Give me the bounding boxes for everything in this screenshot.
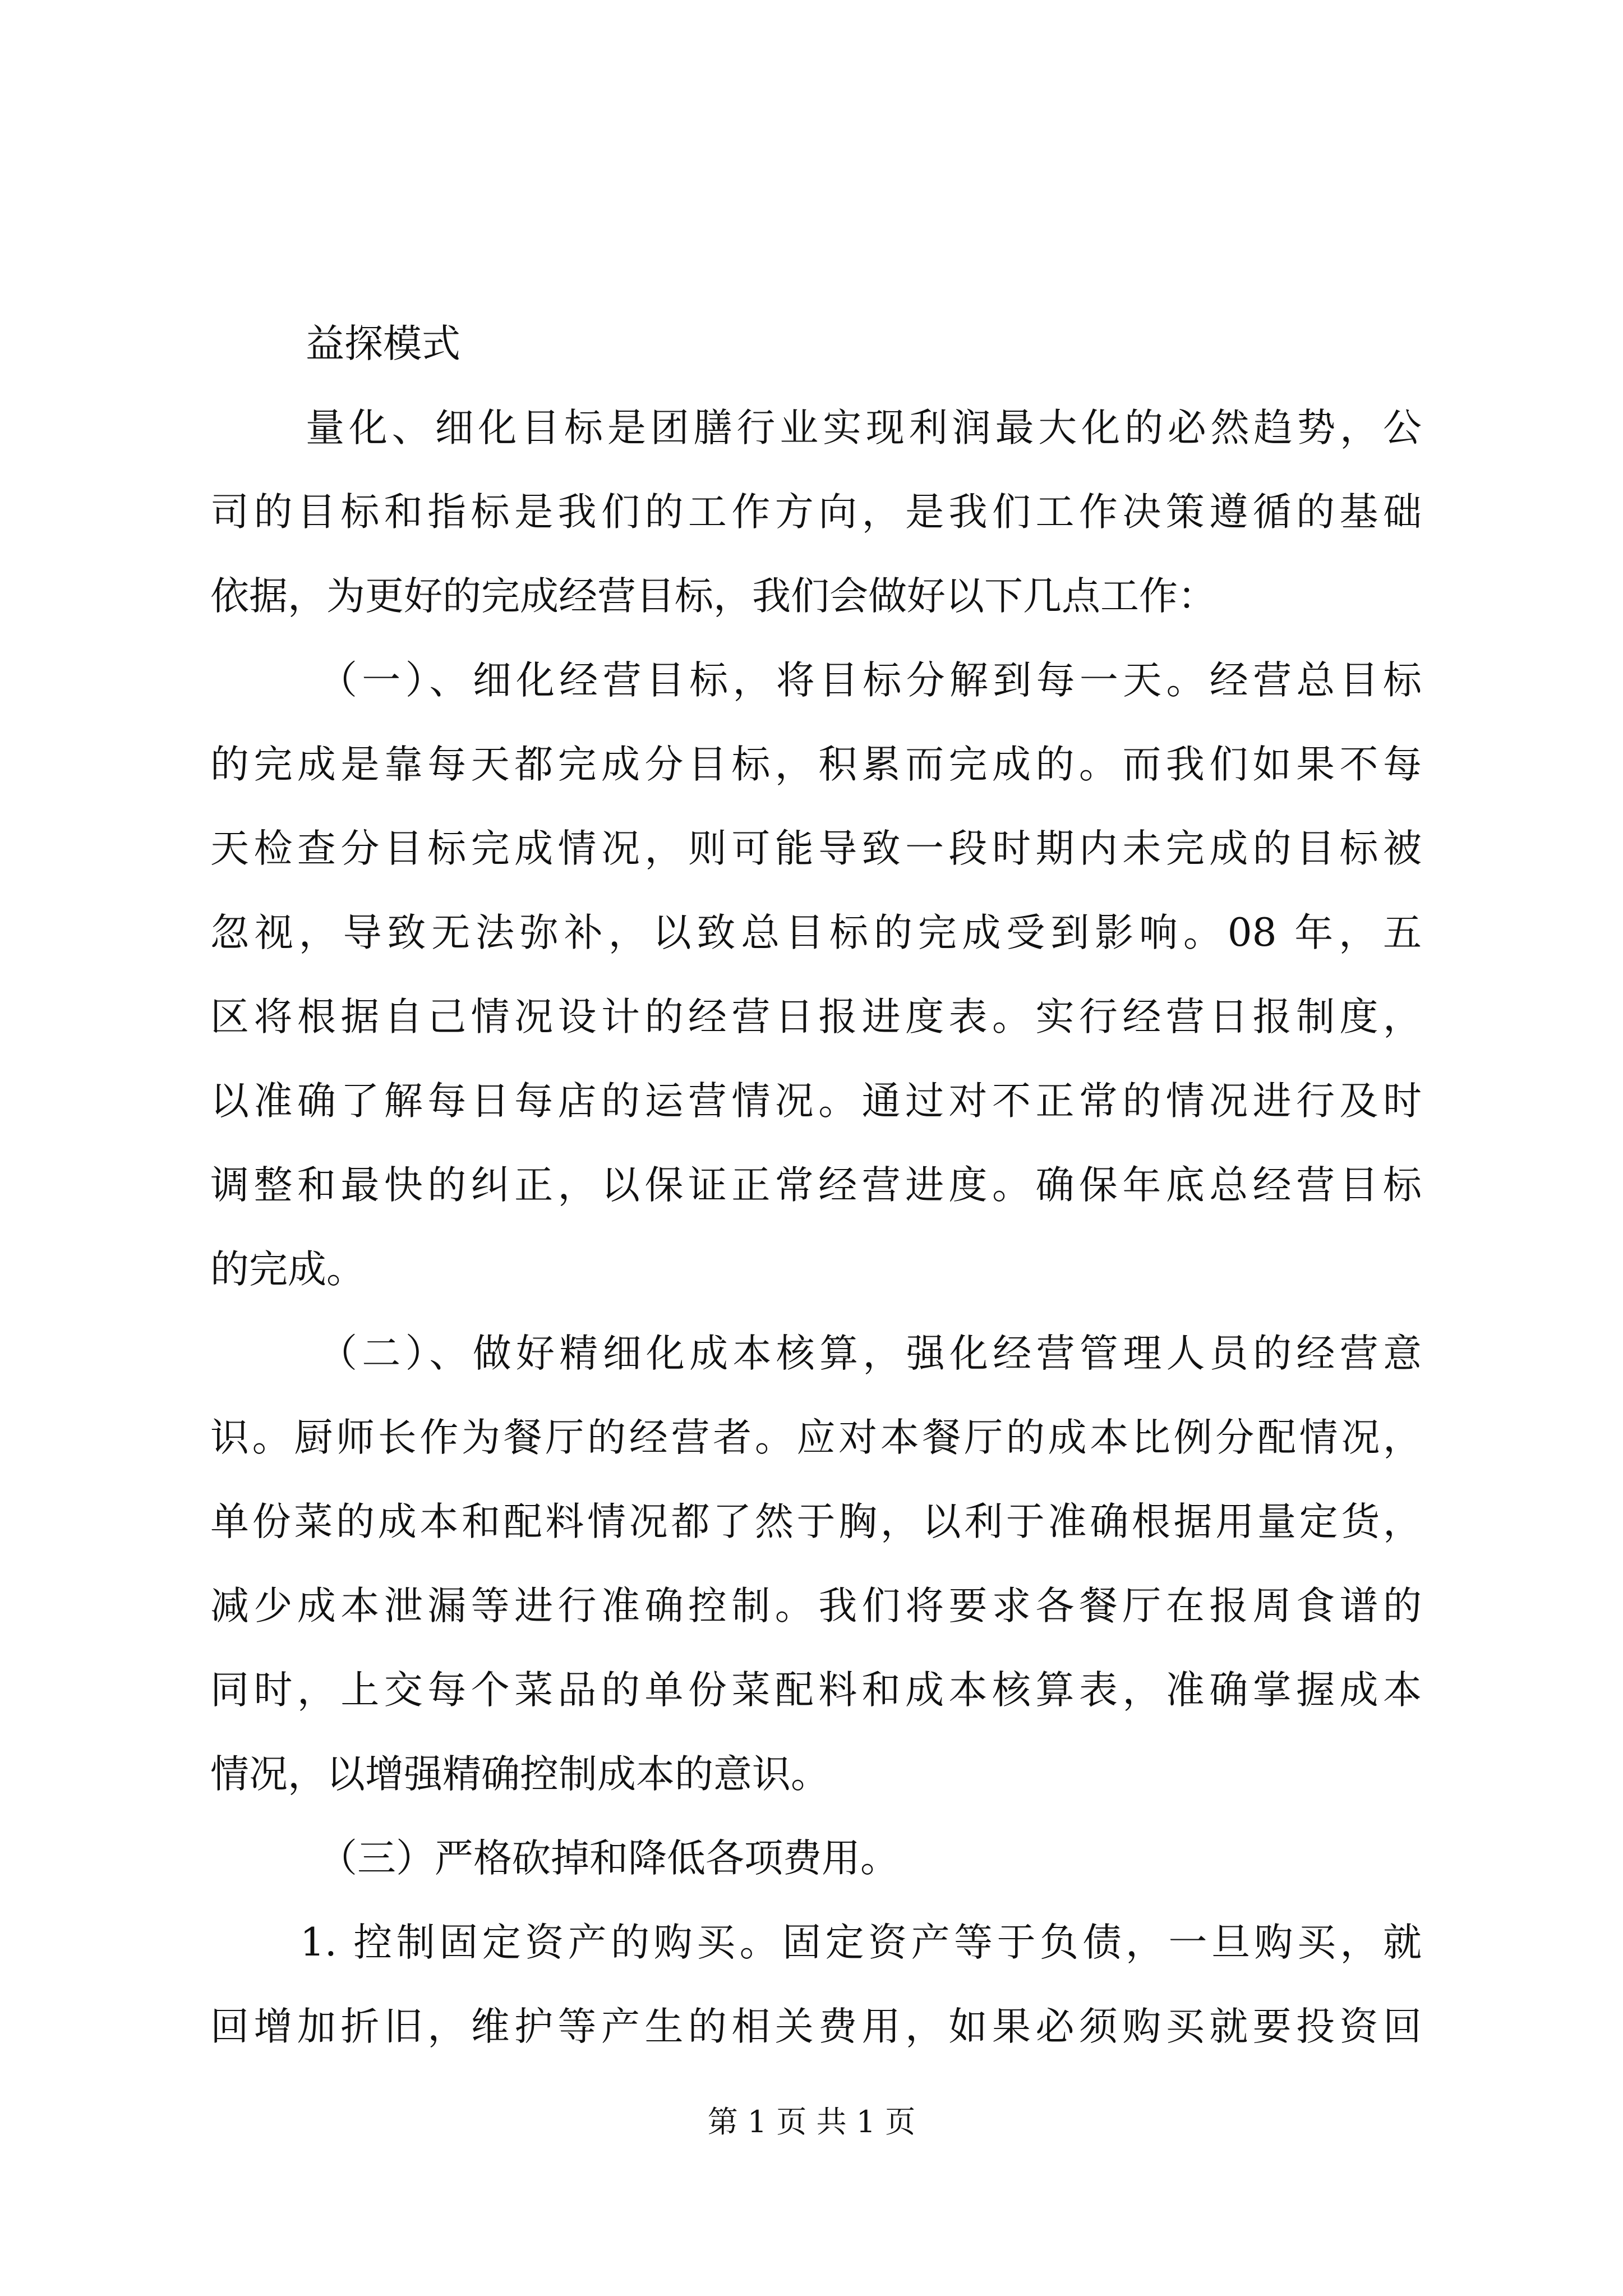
paragraph-2-line-4: 忽视，导致无法弥补，以致总目标的完成受到影响。08 年，五 <box>210 910 1422 955</box>
paragraph-2-line-8: 的完成。 <box>210 1247 365 1292</box>
paragraph-3-line-6: 情况，以增强精确控制成本的意识。 <box>210 1752 829 1797</box>
paragraph-4-line-1: （三）严格砍掉和降低各项费用。 <box>319 1836 899 1881</box>
paragraph-2-line-6: 以准确了解每日每店的运营情况。通过对不正常的情况进行及时 <box>210 1079 1422 1124</box>
paragraph-3-line-1: （二）、做好精细化成本核算，强化经营管理人员的经营意 <box>319 1331 1422 1376</box>
paragraph-5-line-1: 1. 控制固定资产的购买。固定资产等于负债，一旦购买，就 <box>300 1920 1422 1965</box>
paragraph-2-line-7: 调整和最快的纠正，以保证正常经营进度。确保年底总经营目标 <box>210 1163 1422 1208</box>
paragraph-2-line-2: 的完成是靠每天都完成分目标，积累而完成的。而我们如果不每 <box>210 742 1422 787</box>
paragraph-1-line-3: 依据，为更好的完成经营目标，我们会做好以下几点工作： <box>210 574 1216 619</box>
paragraph-3-line-3: 单份菜的成本和配料情况都了然于胸，以利于准确根据用量定货， <box>210 1499 1422 1544</box>
paragraph-5-line-2: 回增加折旧，维护等产生的相关费用，如果必须购买就要投资回 <box>210 2004 1422 2049</box>
paragraph-1-line-2: 司的目标和指标是我们的工作方向，是我们工作决策遵循的基础 <box>210 490 1422 535</box>
paragraph-1-line-1: 量化、细化目标是团膳行业实现利润最大化的必然趋势，公 <box>306 406 1422 450</box>
paragraph-2-line-1: （一）、细化经营目标，将目标分解到每一天。经营总目标 <box>319 658 1422 703</box>
document-body <box>210 302 1422 2069</box>
paragraph-3-line-5: 同时，上交每个菜品的单份菜配料和成本核算表，准确掌握成本 <box>210 1668 1422 1713</box>
page-footer: 第 1 页 共 1 页 <box>707 2104 916 2139</box>
section-heading: 益探模式 <box>306 321 460 366</box>
paragraph-2-line-3: 天检查分目标完成情况，则可能导致一段时期内未完成的目标被 <box>210 826 1422 871</box>
paragraph-3-line-2: 识。厨师长作为餐厅的经营者。应对本餐厅的成本比例分配情况， <box>210 1415 1422 1460</box>
paragraph-2-line-5: 区将根据自己情况设计的经营日报进度表。实行经营日报制度， <box>210 995 1422 1039</box>
paragraph-3-line-4: 减少成本泄漏等进行准确控制。我们将要求各餐厅在报周食谱的 <box>210 1584 1422 1628</box>
